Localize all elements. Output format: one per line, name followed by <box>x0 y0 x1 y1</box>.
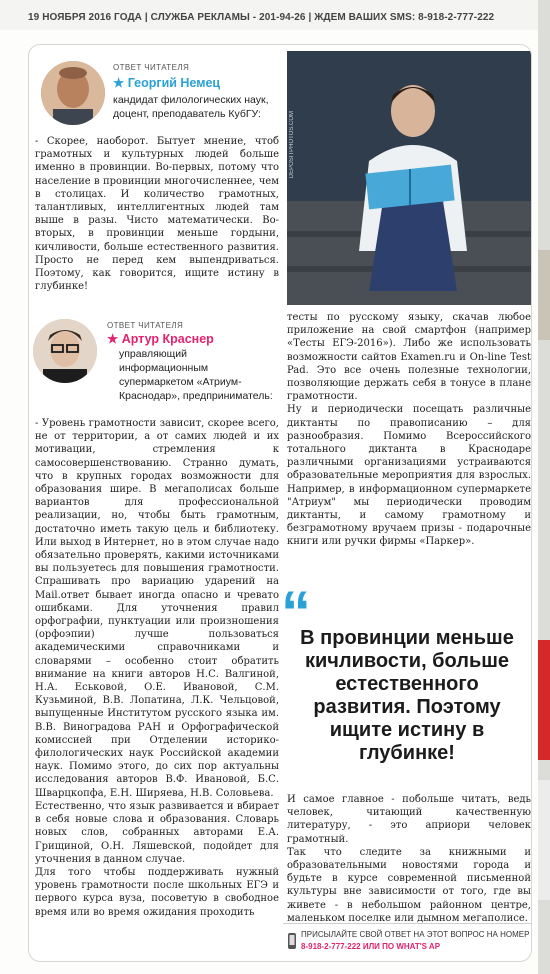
man-portrait-icon <box>41 61 105 125</box>
header-text: 19 НОЯБРЯ 2016 ГОДА | СЛУЖБА РЕКЛАМЫ - 201-94-26 | ЖДЕМ ВАШИХ SMS: 8-918-2-777-222 <box>28 12 495 23</box>
footer-line-2: 8-918-2-777-222 ИЛИ ПО WHAT'S AP <box>301 942 441 951</box>
adjacent-page-text <box>538 780 550 900</box>
adjacent-page-ad <box>538 640 550 760</box>
col2-ending <box>287 793 531 925</box>
avatar-georgiy <box>41 61 105 125</box>
reader-answer-2-col1 <box>35 417 279 919</box>
reader-role-2: управляющий информационным супермаркетом «Атриум-Краснодар», предприниматель: <box>119 348 273 402</box>
ending-para-2: Так что следите за книжными и образовательными новостями города и будьте в курсе современной письменной культуры вне зависимости от того, где вы живете - в небольшом районном центре, маленьком поселке или дымном мегаполисе. <box>287 846 531 924</box>
phone-icon <box>287 932 297 950</box>
ending-para-1: И самое главное - побольше читать, ведь человек, читающий качественную литературу, - это априори человек грамотный. <box>287 794 531 845</box>
answer-2-para-3: Для того чтобы поддерживать нужный уровень грамотности после школьных ЕГЭ и первого курса вуза, посоветую в свободное время или во время ожидания проходить <box>35 866 279 918</box>
page-header <box>0 0 540 30</box>
man-with-glasses-portrait-icon <box>33 319 97 383</box>
reader-name-2: ★ Артур Краснер <box>107 332 214 346</box>
pull-quote: В провинции меньше кичливости, больше естественного развития. Поэтому ищите истину в глубинке! <box>300 627 514 764</box>
answer-2-para-2: Естественно, что язык развивается и вбирает в себя новые слова и образования. Словарь новых слов, собранных авторами Е.А. Грищиной, О.Н. Ляшевской, подойдет для уточнения в данном случае. <box>35 800 279 865</box>
quote-mark-icon: “ <box>281 579 311 646</box>
reading-student-photo <box>287 51 531 305</box>
avatar-artur <box>33 319 97 383</box>
reader-role-1: кандидат филологических наук, доцент, преподаватель КубГУ: <box>113 94 269 120</box>
reader-name-1: ★ Георгий Немец <box>113 76 221 90</box>
answer-2-para-4: тесты по русскому языку, скачав любое приложение на свой смартфон (например «Тесты ЕГЭ-2016»). Либо же использовать возможности сайтов Examen.ru и On-line Test Pad. Это все очень полезные технологии, позволяющие держать себя в тонусе в плане грамотности. <box>287 312 531 403</box>
footer-line-1: ПРИСЫЛАЙТЕ СВОЙ ОТВЕТ НА ЭТОТ ВОПРОС НА НОМЕР <box>301 930 530 939</box>
article-card <box>28 44 532 962</box>
footer-sms-prompt <box>283 923 532 960</box>
reader-tag-1: ОТВЕТ ЧИТАТЕЛЯ <box>113 63 190 72</box>
reader-tag-2: ОТВЕТ ЧИТАТЕЛЯ <box>107 321 184 330</box>
reader-answer-1: - Скорее, наоборот. Бытует мнение, чтоб грамотных и культурных людей больше именно в провинции. Во-первых, потому что население в провинции многочисленнее, чем в столицах. И количество грамотных, талантливых, интеллигентных людей там выше в разы. Чисто математически. Во-вторых, в провинции меньше гордыни, кичливости, больше естественного развития. Просто не перед кем выпендриваться. Поэтому, как говорится, ищите истину в глубинке! <box>35 136 279 293</box>
student-reading-book-icon <box>287 51 531 305</box>
answer-2-para-5: Ну и периодически посещать различные диктанты по правописанию – для разнообразия. Помимо Всероссийского тотального диктанта в Краснодаре различными организациями устраиваются образовательные мероприятия для взрослых. Например, в информационном супермаркете "Атриум" мы периодически проводим диктанты, и самому грамотному и безграмотному вручаем призы - подарочные книги или ручки фирмы «Паркер». <box>287 404 531 548</box>
answer-2-para-1: - Уровень грамотности зависит, скорее всего, не от территории, а от самих людей и их мотивации, стремления к самосовершенствованию. Странно думать, что в крупных городах возможности для образования шире. В мегаполисах больше вариантов для профессиональной реализации, но, чтобы быть грамотным, достаточно иметь такую цель и библиотеку. Или выход в Интернет, но в этом случае надо обязательно проверять, какими источниками вы пользуетесь для повышения грамотности. Спрашивать про вариацию ударений на Mail.ответ бывает иногда опасно и чревато ошибками. Для уточнения правил орфографии, пунктуации или произношения (орфоэпии) лучше пользоваться академическими справочниками и словарями – особенно стоит обратить внимание на книги авторов Н.С. Валгиной, Н.А. Еськовой, О.Е. Ивановой, С.М. Кузьминой, В.В. Лопатина, Л.К. Чельцовой, выпущенные Институтом русского языка им. В.В. Виноградова РАН и Орфографической комиссией при Отделении историко-филологических наук Российской академии наук. Помимо этого, до сих пор актуальны исследования авторов В.Ф. Ивановой, Б.С. Шварцкопфа, Е.Н. Ширяева, Н.В. Соловьева. <box>35 418 279 799</box>
photo-credit: DEPOSITPHOTOS.COM <box>289 111 295 179</box>
adjacent-page-image <box>538 250 550 340</box>
reader-answer-2-col2 <box>287 311 531 549</box>
